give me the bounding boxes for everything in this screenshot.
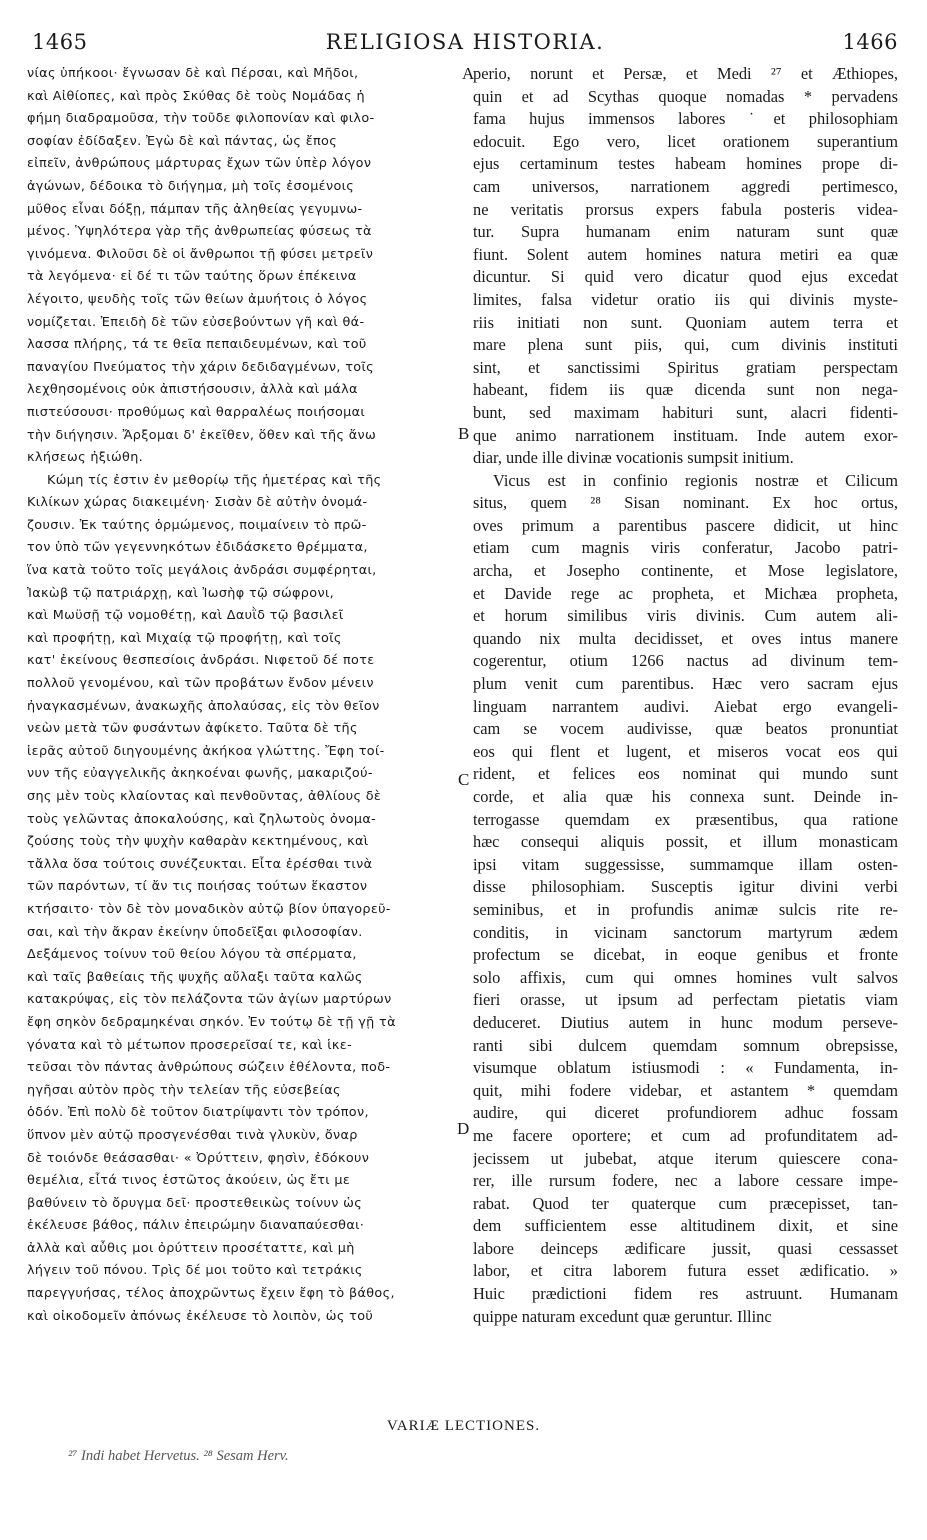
text-line: quando nix multa decidisset, et oves intus manere bbox=[473, 628, 898, 648]
text-line: ζούσης τοὺς τὴν ψυχὴν καθαρὰν κεκτημένους, καὶ bbox=[27, 834, 369, 850]
text-line: situs, quem ²⁸ Sisan nominant. Ex hoc ortus, bbox=[473, 493, 898, 513]
text-line: ζουσιν. Ἐκ ταύτης ὁρμώμενος, ποιμαίνειν τὸ πρῶ- bbox=[27, 517, 367, 533]
marker-a: A bbox=[462, 64, 475, 83]
running-title: RELIGIOSA HISTORIA. bbox=[325, 30, 605, 54]
text-line: ἐκέλευσε βάθος, πάλιν ἐπειρώμην διαναπαύεσθαι· bbox=[27, 1218, 365, 1234]
text-line: κλήσεως ἠξιώθη. bbox=[27, 450, 144, 466]
text-line: conditis, in vicinam sanctorum martyrum ædem bbox=[473, 922, 898, 942]
text-line: labore deinceps ædificare jussit, quasi cessasset bbox=[473, 1238, 898, 1258]
text-line: καὶ οἰκοδομεῖν ἀπόνως ἐκέλευσε τὸ λοιπὸν, ὡς τοῦ bbox=[27, 1308, 374, 1324]
text-line: audire, qui diceret profundiorem adhuc fossam bbox=[473, 1103, 898, 1123]
text-line: γόνατα καὶ τὸ μέτωπον προσερεῖσαί τε, καὶ ἱκε- bbox=[27, 1037, 353, 1053]
text-line: σαι, καὶ τὴν ἄκραν ἐκείνην ὑποδεῖξαι φιλοσοφίαν. bbox=[27, 924, 363, 940]
text-line: λήγειν τοῦ πόνου. Τρὶς δέ μοι τοῦτο καὶ τετράκις bbox=[27, 1263, 363, 1279]
text-line: ἀγώνων, δέδοικα τὸ διήγημα, μὴ τοῖς ἐσομένοις bbox=[27, 178, 355, 194]
text-line: quin et ad Scythas quoque nomadas * pervadens bbox=[473, 86, 898, 106]
text-line: τοὺς γελῶντας ἀποκαλούσης, καὶ ζηλωτοὺς ὀνομα- bbox=[27, 811, 377, 827]
text-line: νομίζεται. Ἐπειδὴ δὲ τῶν εὐσεβούντων γῆ καὶ θά- bbox=[27, 314, 365, 330]
right-page-number: 1466 bbox=[842, 30, 898, 54]
text-line: mare plena sunt piis, qui, cum divinis instituti bbox=[473, 335, 898, 355]
text-line: et Davide rege ac propheta, et Michæa propheta, bbox=[473, 583, 898, 603]
variae-lectiones-notes: ²⁷ Indi habet Hervetus. ²⁸ Sesam Herv. bbox=[68, 1448, 289, 1464]
text-line: τεῦσαι τὸν πάντας ἀνθρώπους σώζειν ἐθέλοντα, ποδ- bbox=[27, 1060, 391, 1076]
text-line: μῦθος εἶναι δόξῃ, πάμπαν τῆς ἀληθείας γεγυμνω- bbox=[27, 201, 363, 217]
text-line: εἰπεῖν, ἀνθρώπους μάρτυρας ἔχων τῶν ὑπὲρ λόγον bbox=[27, 156, 372, 172]
text-line: νυν τῆς εὐαγγελικῆς ἀκηκοέναι φωνῆς, μακαριζού- bbox=[27, 766, 373, 782]
text-line: τὰ λεγόμενα· εἰ δέ τι τῶν ταύτης ὅρων ἐπέκεινα bbox=[27, 269, 357, 285]
text-line: bunt, sed maximam habituri sunt, alacri fidenti- bbox=[473, 402, 898, 422]
left-page-number: 1465 bbox=[32, 30, 88, 54]
text-line: ranti sibi dulcem quemdam somnum obrepsisse, bbox=[473, 1035, 898, 1055]
text-line: ὁδόν. Ἐπὶ πολὺ δὲ τοῦτον διατρίψαντι τὸν τρόπον, bbox=[27, 1105, 369, 1121]
text-line: σης μὲν τοὺς κλαίοντας καὶ πενθοῦντας, ἀθλίους δὲ bbox=[27, 789, 382, 804]
latin-column bbox=[473, 63, 898, 1328]
text-line: fieri orasse, ut ipsum ad perfectam pietatis viam bbox=[473, 990, 898, 1010]
text-line: terrogasse quemdam ex præsentibus, qua ratione bbox=[473, 809, 898, 829]
text-line: ἱερᾶς αὐτοῦ διηγουμένης ἀκήκοα γλώττης. Ἔφη τοί- bbox=[27, 743, 385, 759]
text-line: κατακρύψας, εἰς τὸν πελάζοντα τῶν ἁγίων μαρτύρων bbox=[27, 992, 392, 1008]
text-line: καὶ Αἰθίοπες, καὶ πρὸς Σκύθας δὲ τοὺς Νομάδας ἡ bbox=[27, 88, 365, 104]
text-line: labor, et citra laborem futura esset ædificatio. » bbox=[473, 1261, 898, 1281]
running-header bbox=[32, 30, 898, 60]
text-line: dem sufficientem esse altitudinem dixit, et sine bbox=[473, 1216, 898, 1236]
text-line: κτήσαιτο· τὸν δὲ τὸν μοναδικὸν αὐτῷ βίον ὑπαγορεῦ- bbox=[27, 901, 391, 917]
text-line: cam se vocem audivisse, quæ beatos pronuntiat bbox=[473, 719, 898, 739]
text-line: Vicus est in confinio regionis nostræ et Cilicum bbox=[493, 470, 898, 490]
text-line: plum venit cum parentibus. Hæc vero sacram ejus bbox=[473, 674, 898, 694]
text-line: rident, et felices eos nominat qui mundo sunt bbox=[473, 764, 898, 784]
text-line: fama hujus immensos labores ˙et philosophiam bbox=[473, 109, 898, 129]
text-line: τον ὑπὸ τῶν γεγεννηκότων ἐδιδάσκετο θρέμματα, bbox=[27, 540, 368, 556]
text-line: τἄλλα ὅσα τούτοις συνέζευκται. Εἶτα ἐρέσθαι τινὰ bbox=[27, 856, 373, 872]
text-line: σοφίαν ἐδίδαξεν. Ἐγὼ δὲ καὶ πάντας, ὡς ἔπος bbox=[27, 133, 338, 149]
text-line: Δεξάμενος τοίνυν τοῦ θείου λόγου τὰ σπέρματα, bbox=[27, 947, 357, 963]
text-line: ἠναγκασμένων, ἀνακωχῆς ἀπολαύσας, εἰς τὸν θεῖον bbox=[27, 698, 380, 714]
text-line: habeant, fidem iis quæ dicenda sunt non nega- bbox=[473, 380, 898, 400]
text-line: ἔφη σηκὸν δεδραμηκέναι σηκόν. Ἐν τούτῳ δὲ τῇ γῇ τὰ bbox=[27, 1014, 396, 1030]
text-line: riis initiati non sunt. Quoniam autem terra et bbox=[473, 312, 898, 332]
text-line: τῶν παρόντων, τί ἄν τις ποιήσας τούτων ἕκαστον bbox=[27, 879, 368, 895]
text-line: ipsi vitam suggessisse, summamque illam osten- bbox=[473, 854, 898, 874]
text-line: θεμέλια, εἶτά τινος ἑστῶτος ἀκούειν, ὡς ἔτι με bbox=[27, 1173, 351, 1189]
marker-c: C bbox=[458, 770, 470, 789]
text-line: fiunt. Solent autem homines natura metiri ea quæ bbox=[473, 244, 898, 264]
marker-b: B bbox=[458, 424, 470, 443]
text-line: dicuntur. Si quid vero dicatur quod ejus excedat bbox=[473, 267, 898, 287]
text-line: solo affixis, cum qui omnes homines vult salvos bbox=[473, 967, 898, 987]
text-line: παρεγγυήσας, τέλος ἀποχρῶντως ἔχειν ἔφη τὸ βάθος, bbox=[27, 1286, 395, 1302]
text-line: tur. Supra humanam enim naturam sunt quæ bbox=[473, 222, 898, 242]
text-line: καὶ ταῖς βαθείαις τῆς ψυχῆς αὔλαξι ταῦτα καλῶς bbox=[27, 969, 363, 985]
text-line: ἵνα κατὰ τοῦτο τοῖς μεγάλοις ἀνδράσι συμφέρηται, bbox=[27, 563, 377, 579]
text-line: λεχθησομένοις οὐκ ἀπιστήσουσιν, ἀλλὰ καὶ μάλα bbox=[27, 382, 358, 398]
text-line: νίας ὑπήκοοι· ἔγνωσαν δὲ καὶ Πέρσαι, καὶ Μῆδοι, bbox=[27, 66, 359, 81]
text-line: ἀλλὰ καὶ αὖθις μοι ὀρύττειν προσέταττε, καὶ μὴ bbox=[27, 1240, 355, 1256]
text-line: diar, unde ille divinæ vocationis sumpsit initium. bbox=[473, 448, 794, 468]
text-line: profectum se dicebat, in eoque genibus et fronte bbox=[473, 945, 898, 965]
text-line: archa, et Josepho continente, et Mose legislatore, bbox=[473, 561, 898, 581]
text-line: oves primum a parentibus pascere didicit, ut hinc bbox=[473, 515, 898, 535]
text-line: rabat. Quod ter quaterque cum præcepisset, tan- bbox=[473, 1193, 898, 1213]
text-line: ηγῆσαι αὐτὸν πρὸς τὴν τελείαν τῆς εὐσεβείας bbox=[27, 1082, 341, 1098]
text-line: seminibus, et in profundis animæ sulcis rite re- bbox=[473, 899, 898, 919]
text-line: rer, ille rursum fodere, nec a labore cessare impe- bbox=[473, 1171, 898, 1191]
text-line: ne veritatis prorsus expers fabula posteris videa- bbox=[473, 199, 898, 219]
text-line: que animo narrationem instituam. Inde autem exor- bbox=[473, 425, 898, 445]
text-line: eos qui flent et lugent, et miseros vocat eos qui bbox=[473, 741, 898, 761]
text-line: Ἰακὼβ τῷ πατριάρχῃ, καὶ Ἰωσὴφ τῷ σώφρονι, bbox=[27, 585, 335, 601]
text-line: Κώμη τίς ἐστιν ἐν μεθορίῳ τῆς ἡμετέρας καὶ τῆς bbox=[47, 472, 382, 488]
text-line: ὕπνον μὲν αὐτῷ προσγενέσθαι τινὰ γλυκὺν, ὄναρ bbox=[27, 1127, 358, 1143]
text-line: γινόμενα. Φιλοῦσι δὲ οἱ ἄνθρωποι τῇ φύσει μετρεῖν bbox=[27, 246, 374, 262]
text-line: πολλοῦ γενομένου, καὶ τῶν προβάτων ἔνδον μένειν bbox=[27, 676, 374, 692]
text-line: deduceret. Diutius autem in hunc modum perseve- bbox=[473, 1012, 898, 1032]
text-line: παναγίου Πνεύματος τὴν χάριν δεδιδαγμένων, τοῖς bbox=[27, 359, 375, 375]
text-line: καὶ Μωϋσῇ τῷ νομοθέτῃ, καὶ Δαυῒδ τῷ βασιλεῖ bbox=[27, 608, 344, 624]
text-line: limites, falsa videtur oratio iis qui divinis myste- bbox=[473, 289, 898, 309]
text-line: ejus certaminum testes habeam homines prope di- bbox=[473, 154, 898, 174]
text-line: Κιλίκων χώρας διακειμένη· Σισὰν δὲ αὐτὴν ὀνομά- bbox=[27, 495, 368, 511]
text-line: λέγοιτο, ψευδὴς τοῖς τῶν θείων ἀμυήτοις ὁ λόγος bbox=[27, 291, 368, 307]
text-line: cam universos, narrationem aggredi pertimesco, bbox=[473, 176, 898, 196]
text-line: perio, norunt et Persæ, et Medi ²⁷ et Æthiopes, bbox=[473, 64, 898, 83]
text-line: μένος. Ὑψηλότερα γὰρ τῆς ἀνθρωπείας φύσεως τὰ bbox=[27, 224, 372, 240]
text-line: βαθύνειν τὸ ὄρυγμα δεῖ· προστεθεικὼς τοίνυν ὡς bbox=[27, 1195, 363, 1211]
text-line: linguam narrantem audivi. Aiebat ergo evangeli- bbox=[473, 696, 898, 716]
text-line: τὴν διήγησιν. Ἄρξομαι δ' ἐκεῖθεν, ὅθεν καὶ τῆς ἄνω bbox=[27, 427, 377, 443]
text-line: καὶ προφήτῃ, καὶ Μιχαίᾳ τῷ προφήτῃ, καὶ τοῖς bbox=[27, 630, 342, 646]
text-line: disse philosophiam. Susceptis igitur divini verbi bbox=[473, 877, 898, 897]
marker-d: D bbox=[457, 1119, 470, 1138]
text-line: edocuit. Ego vero, licet orationem superantium bbox=[473, 131, 898, 151]
text-line: νεὼν μετὰ τῶν φυσάντων ἀφίκετο. Ταῦτα δὲ τῆς bbox=[27, 721, 358, 737]
text-line: Huic prædictioni fidem res astruunt. Humanam bbox=[473, 1284, 898, 1304]
variae-lectiones-heading: VARIÆ LECTIONES. bbox=[386, 1418, 541, 1434]
text-line: κατ' ἐκείνους θεσπεσίοις ἀνδράσι. Νιφετοῦ δέ ποτε bbox=[27, 653, 375, 669]
text-line: et horum similibus viris divinis. Cum autem ali- bbox=[473, 606, 898, 626]
text-line: quit, mihi fodere videbar, et astantem * quemdam bbox=[473, 1080, 898, 1100]
text-line: me facere oportere; et cum ad profunditatem ad- bbox=[473, 1125, 898, 1145]
text-line: corde, et alia quæ his connexa sunt. Deinde in- bbox=[473, 787, 898, 806]
text-line: quippe naturam excedunt quæ geruntur. Illinc bbox=[473, 1306, 772, 1326]
text-line: λασσα πλήρης, τά τε θεῖα πεπαιδευμένων, καὶ τοῦ bbox=[27, 337, 367, 353]
text-line: etiam cum magnis viris conferatur, Jacobo patri- bbox=[473, 538, 898, 558]
text-line: φήμη διαδραμοῦσα, τὴν τοῦδε φιλοπονίαν καὶ φιλο- bbox=[27, 111, 375, 127]
text-line: visumque oblatum istiusmodi : « Fundamenta, in- bbox=[473, 1058, 898, 1078]
text-line: sint, et sanctissimi Spiritus gratiam perspectam bbox=[473, 357, 898, 377]
text-line: πιστεύσουσι· προθύμως καὶ θαρραλέως ποιήσομαι bbox=[27, 404, 366, 420]
text-line: cogerentur, otium 1266 nactus ad divinum tem- bbox=[473, 651, 898, 671]
text-line: jecissem ut jubebat, atque iterum quiescere cona- bbox=[473, 1148, 898, 1168]
text-line: δὲ τοιόνδε θεάσασθαι· « Ὀρύττειν, φησὶν, ἐδόκουν bbox=[27, 1150, 370, 1166]
greek-column bbox=[27, 63, 465, 1328]
text-line: hæc consequi aliquis possit, et illum monasticam bbox=[473, 832, 898, 852]
